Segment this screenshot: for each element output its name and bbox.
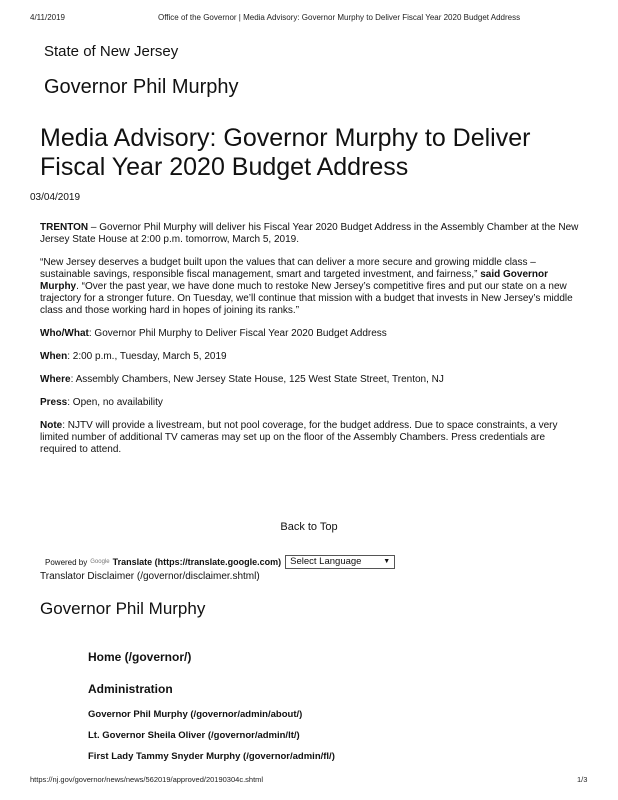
who-what-line: Who/What: Governor Phil Murphy to Deliver Fiscal Year 2020 Budget Address	[40, 328, 387, 339]
print-header	[0, 13, 618, 27]
google-logo-icon: Google	[90, 559, 110, 565]
press-line: Press: Open, no availability	[40, 397, 163, 408]
article-title: Media Advisory: Governor Murphy to Deliver Fiscal Year 2020 Budget Address	[40, 124, 531, 181]
state-name[interactable]: State of New Jersey	[44, 43, 179, 60]
print-url: https://nj.gov/governor/news/news/562019/approved/20190304c.shtml	[30, 775, 264, 784]
article-date: 03/04/2019	[30, 192, 81, 203]
dropdown-arrow-icon: ▼	[383, 558, 391, 565]
print-page-title: Office of the Governor | Media Advisory: Governor Murphy to Deliver Fiscal Year 2020 Budget Address	[158, 13, 521, 22]
governor-site-title[interactable]: Governor Phil Murphy	[44, 76, 239, 98]
back-to-top-link[interactable]: Back to Top	[280, 521, 338, 533]
link-first-lady[interactable]: First Lady Tammy Snyder Murphy (/governor/admin/fl/)	[88, 751, 335, 762]
link-governor-about[interactable]: Governor Phil Murphy (/governor/admin/about/)	[88, 709, 303, 720]
article-body	[40, 222, 580, 467]
footer-home-link[interactable]: Home (/governor/)	[88, 650, 192, 664]
powered-by-label: Powered by	[45, 557, 88, 567]
footer-governor-heading: Governor Phil Murphy	[40, 599, 206, 618]
footer-admin-links	[88, 709, 335, 772]
footer-administration-heading: Administration	[88, 682, 173, 696]
page-number: 1/3	[577, 775, 588, 784]
paragraph-intro: TRENTON – Governor Phil Murphy will deliver his Fiscal Year 2020 Budget Address in the Assembly Chamber at the New Jersey State House at 2:00 p.m. tomorrow, March 5, 2019.	[40, 222, 579, 245]
when-line: When: 2:00 p.m., Tuesday, March 5, 2019	[40, 351, 227, 362]
language-select[interactable]: Select Language ▼	[285, 555, 395, 569]
translate-link[interactable]: Translate (https://translate.google.com)	[112, 557, 282, 567]
link-lt-governor[interactable]: Lt. Governor Sheila Oliver (/governor/admin/lt/)	[88, 730, 300, 741]
paragraph-quote: “New Jersey deserves a budget built upon the values that can deliver a more secure and growing middle class – sustainable savings, responsible fiscal management, smart and targeted investment, and fairness,” said Governor Murphy. “Over the past year, we have done much to restoke New Jersey’s competitive fires and put our state on a new trajectory for a stronger future. On Tuesday, we’ll continue that mission with a budget that invests in New Jersey’s middle class and those working hard in hopes of joining its ranks.”	[40, 257, 573, 316]
dateline: TRENTON	[40, 222, 89, 233]
said-governor: said Governor Murphy	[40, 269, 549, 292]
google-translate-widget	[45, 555, 395, 569]
note-line: Note: NJTV will provide a livestream, but not pool coverage, for the budget address. Due to space constraints, a very limited number of additional TV cameras may set up on the floor of the Assembly Chambers. Press credentials are required to attend.	[40, 420, 558, 455]
translator-disclaimer-link[interactable]: Translator Disclaimer (/governor/disclaimer.shtml)	[40, 571, 260, 582]
print-date: 4/11/2019	[30, 13, 65, 22]
where-line: Where: Assembly Chambers, New Jersey State House, 125 West State Street, Trenton, NJ	[40, 374, 444, 385]
